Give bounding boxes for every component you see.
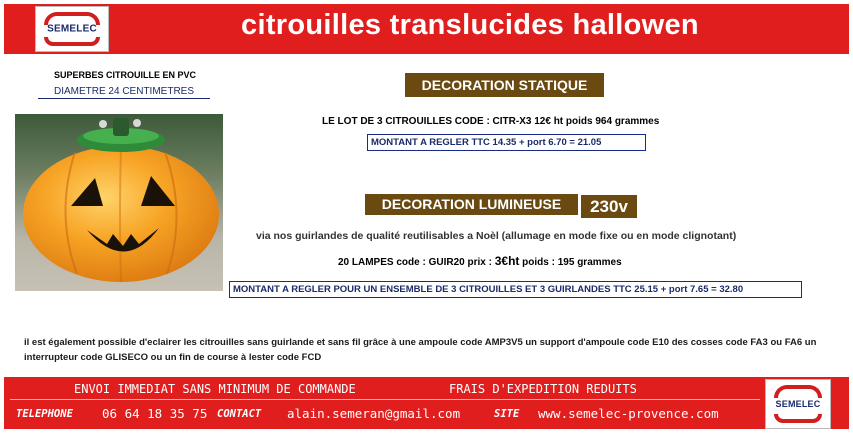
product-diameter: DIAMETRE 24 CENTIMETRES	[38, 86, 210, 99]
static-heading: DECORATION STATIQUE	[405, 73, 604, 97]
logo-text: SEMELEC	[775, 399, 821, 409]
footer-envoi: ENVOI IMMEDIAT SANS MINIMUM DE COMMANDE	[74, 382, 356, 396]
static-amount-box: MONTANT A REGLER TTC 14.35 + port 6.70 = 21.05	[367, 134, 646, 151]
telephone-value[interactable]: 06 64 18 35 75	[102, 406, 208, 421]
contact-label: CONTACT	[217, 408, 262, 420]
telephone-label: TELEPHONE	[16, 408, 73, 420]
pumpkin-illustration	[15, 114, 223, 291]
lamp-line	[338, 254, 622, 268]
logo-arc-bottom	[774, 414, 822, 423]
lot-line: LE LOT DE 3 CITROUILLES CODE : CITR-X3 12€ ht poids 964 grammes	[322, 116, 660, 127]
page-title: citrouilles translucides hallowen	[241, 9, 699, 41]
footer-frais: FRAIS D'EXPEDITION REDUITS	[449, 382, 637, 396]
lumineuse-amount-box: MONTANT A REGLER POUR UN ENSEMBLE DE 3 CITROUILLES ET 3 GUIRLANDES TTC 25.15 + port 7.65 = 32.80	[229, 281, 802, 298]
logo-arc-bottom	[44, 37, 100, 46]
logo-arc-top	[774, 385, 822, 398]
footer-divider	[10, 399, 760, 400]
pumpkin-photo	[15, 114, 223, 291]
lamp-weight: poids : 195 grammes	[519, 257, 622, 268]
logo-text: SEMELEC	[47, 23, 97, 35]
lamp-code: code : GUIR20 prix :	[393, 257, 495, 268]
lamp-count: 20 LAMPES	[338, 257, 394, 268]
voltage-badge: 230v	[581, 195, 637, 218]
lumineuse-heading: DECORATION LUMINEUSE	[365, 194, 578, 215]
lamp-price: 3€ht	[494, 254, 520, 268]
semelec-logo-footer	[765, 379, 831, 429]
lumineuse-description: via nos guirlandes de qualité reutilisables a Noèl (allumage en mode fixe ou en mode clignotant)	[256, 230, 737, 242]
site-link[interactable]: www.semelec-provence.com	[538, 406, 719, 421]
product-heading: SUPERBES CITROUILLE EN PVC	[53, 70, 197, 80]
semelec-logo	[35, 6, 109, 52]
info-paragraph: il est également possible d'eclairer les citrouilles sans guirlande et sans fil grâce à une ampoule code AMP3V5 un support d'ampoule code E10 des cosses code FA3 ou FA6 un interrupteur code GLISECO ou un fin de course à lester code FCD	[24, 337, 817, 363]
site-label: SITE	[494, 408, 520, 420]
email-link[interactable]: alain.semeran@gmail.com	[287, 406, 461, 421]
